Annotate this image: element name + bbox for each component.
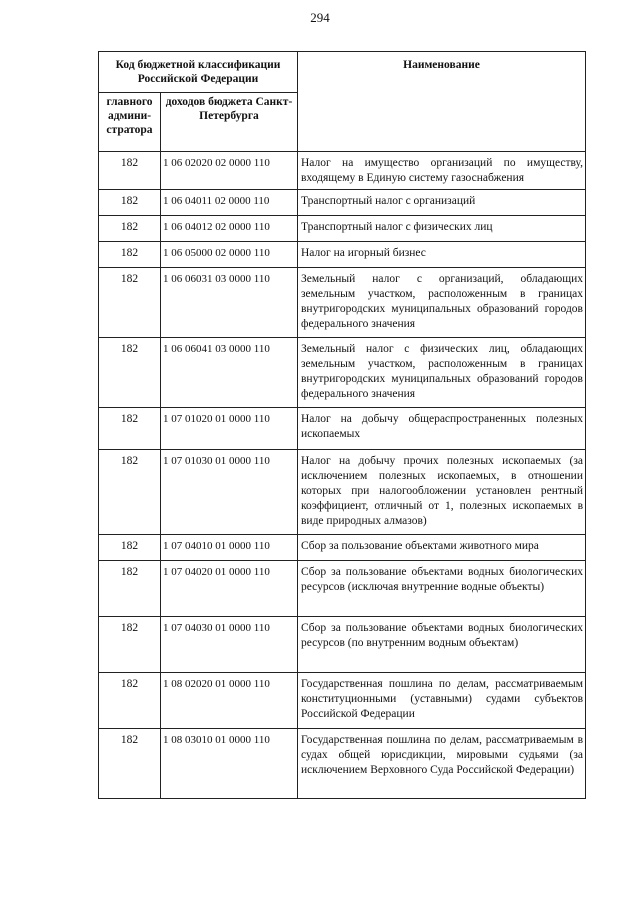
table-row [99,190,586,216]
income-code-cell: 1 07 01030 01 0000 110 [161,450,298,535]
table-row [99,152,586,190]
table-row [99,535,586,561]
admin-code-cell: 182 [99,268,161,338]
table-row [99,450,586,535]
income-name-cell: Налог на имущество организаций по имуществу, входящему в Единую систему газоснабжения [298,152,586,190]
table-row [99,216,586,242]
income-name-cell: Налог на игорный бизнес [298,242,586,268]
income-name-cell: Транспортный налог с организаций [298,190,586,216]
income-name-cell: Сбор за пользование объектами водных биологических ресурсов (по внутренним водным объектам) [298,617,586,673]
admin-code-cell: 182 [99,408,161,450]
income-name-cell: Сбор за пользование объектами водных биологических ресурсов (исключая внутренние водные объекты) [298,561,586,617]
table-row [99,617,586,673]
header-classification-code: Код бюджетной классификации Российской Федерации [99,52,298,93]
admin-code-cell: 182 [99,242,161,268]
income-code-cell: 1 07 04010 01 0000 110 [161,535,298,561]
income-name-cell: Государственная пошлина по делам, рассматриваемым в судах общей юрисдикции, мировыми судьями (за исключением Верховного Суда Российской Федерации) [298,729,586,799]
income-name-cell: Земельный налог с физических лиц, обладающих земельным участком, расположенным в границах внутригородских муниципальных образований городов федерального значения [298,338,586,408]
table-row [99,408,586,450]
income-name-cell: Государственная пошлина по делам, рассматриваемым конституционными (уставными) судами субъектов Российской Федерации [298,673,586,729]
admin-code-cell: 182 [99,535,161,561]
income-name-cell: Транспортный налог с физических лиц [298,216,586,242]
income-code-cell: 1 06 04011 02 0000 110 [161,190,298,216]
header-spb-budget-income: доходов бюджета Санкт-Петербурга [161,93,298,152]
income-name-cell: Налог на добычу прочих полезных ископаемых (за исключением полезных ископаемых, в отношении которых при налогообложении установлен рентный коэффициент, отличный от 1, полезных ископаемых в виде природных алмазов) [298,450,586,535]
income-code-cell: 1 08 02020 01 0000 110 [161,673,298,729]
budget-classification-table [98,51,586,799]
header-name: Наименование [298,52,586,152]
income-name-cell: Налог на добычу общераспространенных полезных ископаемых [298,408,586,450]
income-code-cell: 1 06 06031 03 0000 110 [161,268,298,338]
income-name-cell: Земельный налог с организаций, обладающих земельным участком, расположенным в границах внутригородских муниципальных образований городов федерального значения [298,268,586,338]
income-code-cell: 1 06 02020 02 0000 110 [161,152,298,190]
table-row [99,729,586,799]
admin-code-cell: 182 [99,338,161,408]
admin-code-cell: 182 [99,190,161,216]
admin-code-cell: 182 [99,450,161,535]
income-code-cell: 1 08 03010 01 0000 110 [161,729,298,799]
header-chief-administrator: главного админи-стратора [99,93,161,152]
income-code-cell: 1 06 05000 02 0000 110 [161,242,298,268]
admin-code-cell: 182 [99,561,161,617]
income-name-cell: Сбор за пользование объектами животного мира [298,535,586,561]
page-number: 294 [310,10,330,25]
table-row [99,561,586,617]
income-code-cell: 1 06 04012 02 0000 110 [161,216,298,242]
admin-code-cell: 182 [99,152,161,190]
admin-code-cell: 182 [99,216,161,242]
income-code-cell: 1 07 04020 01 0000 110 [161,561,298,617]
table-row [99,338,586,408]
table-row [99,268,586,338]
income-code-cell: 1 06 06041 03 0000 110 [161,338,298,408]
admin-code-cell: 182 [99,729,161,799]
admin-code-cell: 182 [99,673,161,729]
income-code-cell: 1 07 01020 01 0000 110 [161,408,298,450]
admin-code-cell: 182 [99,617,161,673]
table-row [99,673,586,729]
income-code-cell: 1 07 04030 01 0000 110 [161,617,298,673]
table-row [99,242,586,268]
